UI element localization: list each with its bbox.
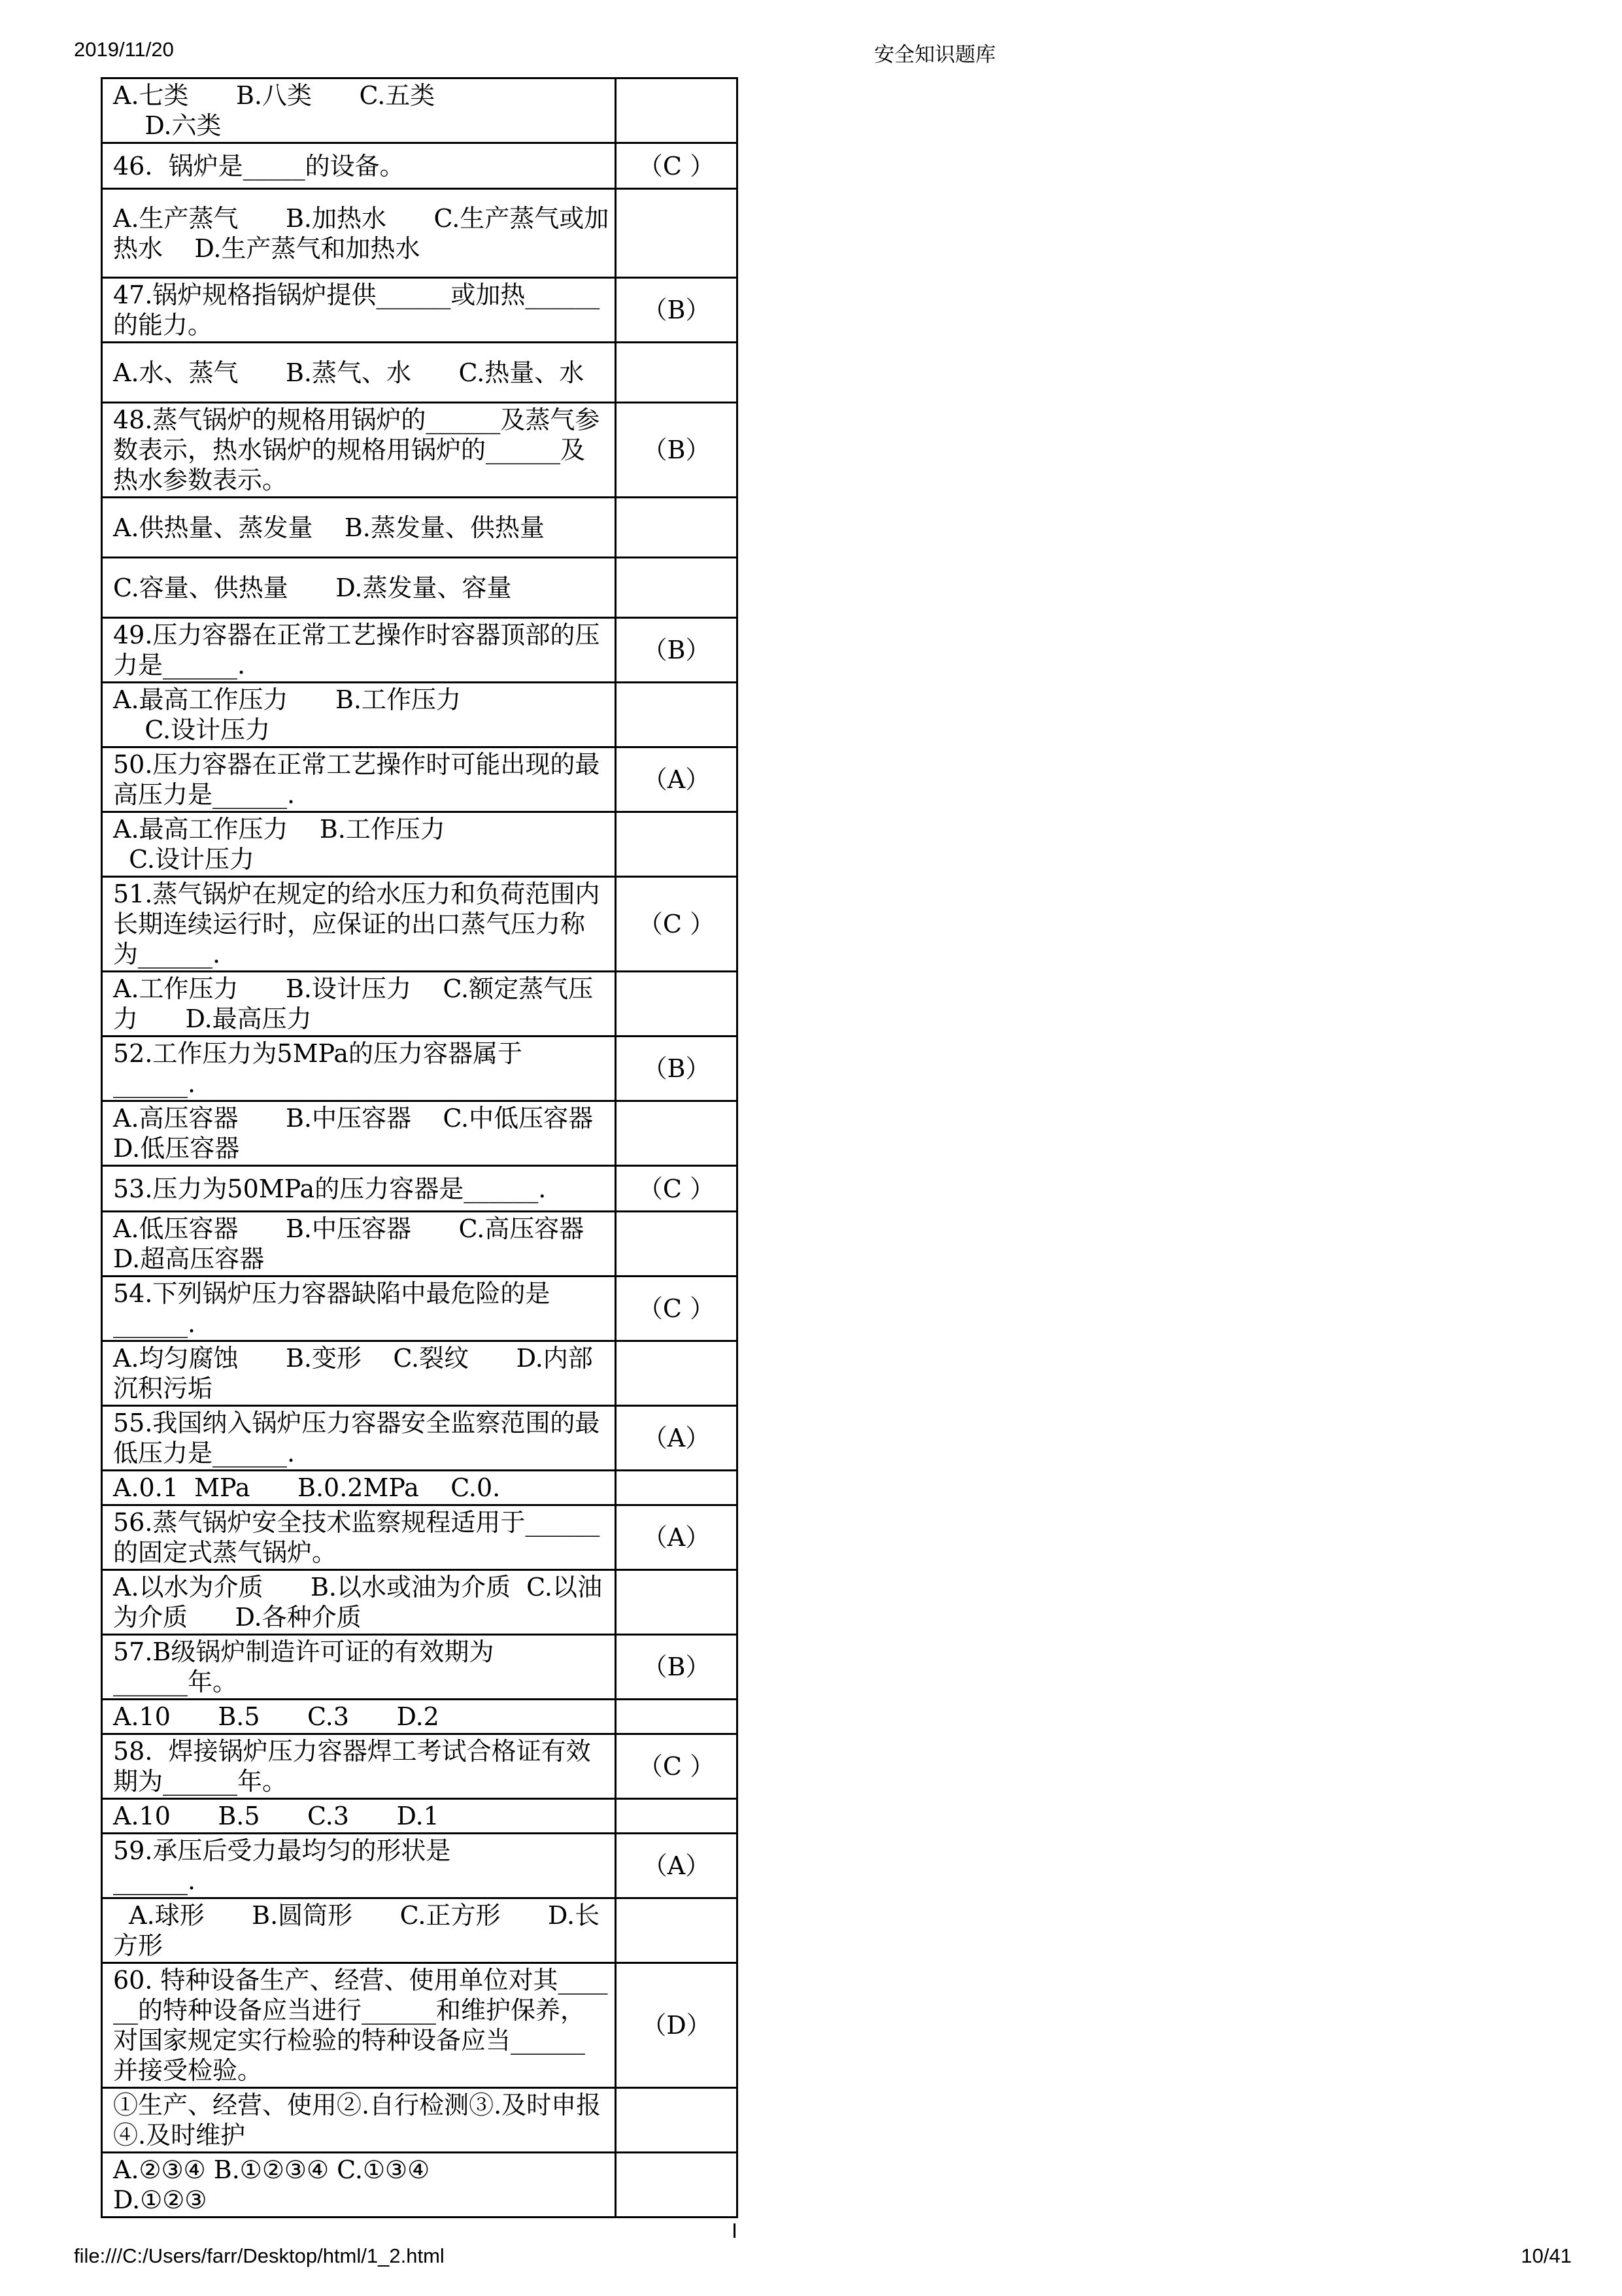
option-row — [102, 1212, 737, 1277]
option-text: C.容量、供热量 D.蒸发量、容量 — [102, 558, 616, 618]
option-row — [102, 78, 737, 143]
answer-cell — [616, 683, 737, 747]
answer-cell — [616, 2153, 737, 2218]
answer-cell — [616, 1898, 737, 1963]
option-text: A.低压容器 B.中压容器 C.高压容器 D.超高压容器 — [102, 1212, 616, 1277]
question-text: 51.蒸气锅炉在规定的给水压力和负荷范围内长期连续运行时，应保证的出口蒸气压力称为______. — [102, 877, 616, 972]
option-row — [102, 1341, 737, 1406]
option-text: A.水、蒸气 B.蒸气、水 C.热量、水 — [102, 343, 616, 403]
question-row — [102, 1834, 737, 1898]
question-row — [102, 1166, 737, 1212]
answer-cell: （C ） — [616, 1734, 737, 1799]
question-table-body — [102, 78, 737, 2218]
question-text: 48.蒸气锅炉的规格用锅炉的______及蒸气参数表示，热水锅炉的规格用锅炉的______及热水参数表示。 — [102, 403, 616, 498]
answer-cell: （A） — [616, 1834, 737, 1898]
answer-cell: （D） — [616, 1963, 737, 2088]
option-row — [102, 1101, 737, 1166]
question-row — [102, 747, 737, 812]
question-text: 52.工作压力为5MPa的压力容器属于 ______. — [102, 1037, 616, 1101]
answer-cell — [616, 1700, 737, 1734]
option-text: A.均匀腐蚀 B.变形 C.裂纹 D.内部沉积污垢 — [102, 1341, 616, 1406]
question-text: 46. 锅炉是_____的设备。 — [102, 143, 616, 189]
option-row — [102, 1700, 737, 1734]
question-text: 54.下列锅炉压力容器缺陷中最危险的是 ______. — [102, 1277, 616, 1341]
answer-cell — [616, 343, 737, 403]
option-text: A.七类 B.八类 C.五类 D.六类 — [102, 78, 616, 143]
question-row — [102, 143, 737, 189]
question-row — [102, 618, 737, 683]
option-row — [102, 1799, 737, 1834]
question-text: 50.压力容器在正常工艺操作时可能出现的最高压力是______. — [102, 747, 616, 812]
question-row — [102, 278, 737, 343]
question-row — [102, 1406, 737, 1471]
option-row — [102, 2088, 737, 2153]
question-row — [102, 1505, 737, 1570]
question-text: 47.锅炉规格指锅炉提供______或加热______的能力。 — [102, 278, 616, 343]
option-text: A.最高工作压力 B.工作压力 C.设计压力 — [102, 683, 616, 747]
answer-cell: （C ） — [616, 1166, 737, 1212]
option-row — [102, 683, 737, 747]
question-text: 49.压力容器在正常工艺操作时容器顶部的压力是______. — [102, 618, 616, 683]
question-row — [102, 403, 737, 498]
question-text: 57.B级锅炉制造许可证的有效期为 ______年。 — [102, 1635, 616, 1700]
answer-cell: （B） — [616, 278, 737, 343]
answer-cell — [616, 558, 737, 618]
option-row — [102, 812, 737, 877]
question-table — [101, 77, 738, 2218]
answer-cell — [616, 1212, 737, 1277]
answer-cell — [616, 1471, 737, 1505]
answer-cell: （C ） — [616, 877, 737, 972]
option-row — [102, 189, 737, 278]
answer-cell: （B） — [616, 618, 737, 683]
answer-cell: （B） — [616, 403, 737, 498]
question-text: 59.承压后受力最均匀的形状是 ______. — [102, 1834, 616, 1898]
option-text: A.10 B.5 C.3 D.2 — [102, 1700, 616, 1734]
footer-file-path: file:///C:/Users/farr/Desktop/html/1_2.html — [74, 2244, 445, 2267]
question-row — [102, 1734, 737, 1799]
option-text: A.②③④ B.①②③④ C.①③④ D.①②③ — [102, 2153, 616, 2218]
question-row — [102, 1635, 737, 1700]
header-title: 安全知识题库 — [874, 43, 996, 67]
answer-cell — [616, 1570, 737, 1635]
answer-cell: （B） — [616, 1037, 737, 1101]
option-text: A.高压容器 B.中压容器 C.中低压容器 D.低压容器 — [102, 1101, 616, 1166]
question-row — [102, 1963, 737, 2088]
answer-cell — [616, 189, 737, 278]
question-row — [102, 1037, 737, 1101]
answer-cell — [616, 972, 737, 1037]
option-text: A.10 B.5 C.3 D.1 — [102, 1799, 616, 1834]
header-date: 2019/11/20 — [74, 38, 174, 61]
answer-cell — [616, 2088, 737, 2153]
answer-cell: （A） — [616, 747, 737, 812]
option-row — [102, 498, 737, 558]
footer-page-number: 10/41 — [1521, 2244, 1572, 2267]
question-text: 55.我国纳入锅炉压力容器安全监察范围的最低压力是______. — [102, 1406, 616, 1471]
option-text: A.生产蒸气 B.加热水 C.生产蒸气或加热水 D.生产蒸气和加热水 — [102, 189, 616, 278]
question-text: 60. 特种设备生产、经营、使用单位对其______的特种设备应当进行______和维护保养，对国家规定实行检验的特种设备应当______并接受检验。 — [102, 1963, 616, 2088]
option-text: A.工作压力 B.设计压力 C.额定蒸气压力 D.最高压力 — [102, 972, 616, 1037]
option-row — [102, 972, 737, 1037]
option-text: A.供热量、蒸发量 B.蒸发量、供热量 — [102, 498, 616, 558]
option-text: ①生产、经营、使用②.自行检测③.及时申报④.及时维护 — [102, 2088, 616, 2153]
option-row — [102, 1898, 737, 1963]
answer-cell — [616, 1799, 737, 1834]
answer-cell — [616, 812, 737, 877]
question-text: 53.压力为50MPa的压力容器是______. — [102, 1166, 616, 1212]
answer-cell: （C ） — [616, 1277, 737, 1341]
answer-cell — [616, 1341, 737, 1406]
answer-cell — [616, 498, 737, 558]
answer-cell: （A） — [616, 1406, 737, 1471]
question-row — [102, 1277, 737, 1341]
option-row — [102, 1570, 737, 1635]
question-text: 56.蒸气锅炉安全技术监察规程适用于______的固定式蒸气锅炉。 — [102, 1505, 616, 1570]
option-row — [102, 2153, 737, 2218]
option-row — [102, 343, 737, 403]
option-row — [102, 1471, 737, 1505]
answer-cell: （B） — [616, 1635, 737, 1700]
option-row — [102, 558, 737, 618]
table-border-tail — [734, 2223, 735, 2238]
question-row — [102, 877, 737, 972]
option-text: A.球形 B.圆筒形 C.正方形 D.长方形 — [102, 1898, 616, 1963]
option-text: A.最高工作压力 B.工作压力 C.设计压力 — [102, 812, 616, 877]
answer-cell: （A） — [616, 1505, 737, 1570]
answer-cell — [616, 78, 737, 143]
question-text: 58. 焊接锅炉压力容器焊工考试合格证有效期为______年。 — [102, 1734, 616, 1799]
option-text: A.以水为介质 B.以水或油为介质 C.以油为介质 D.各种介质 — [102, 1570, 616, 1635]
answer-cell: （C ） — [616, 143, 737, 189]
option-text: A.0.1 MPa B.0.2MPa C.0. — [102, 1471, 616, 1505]
